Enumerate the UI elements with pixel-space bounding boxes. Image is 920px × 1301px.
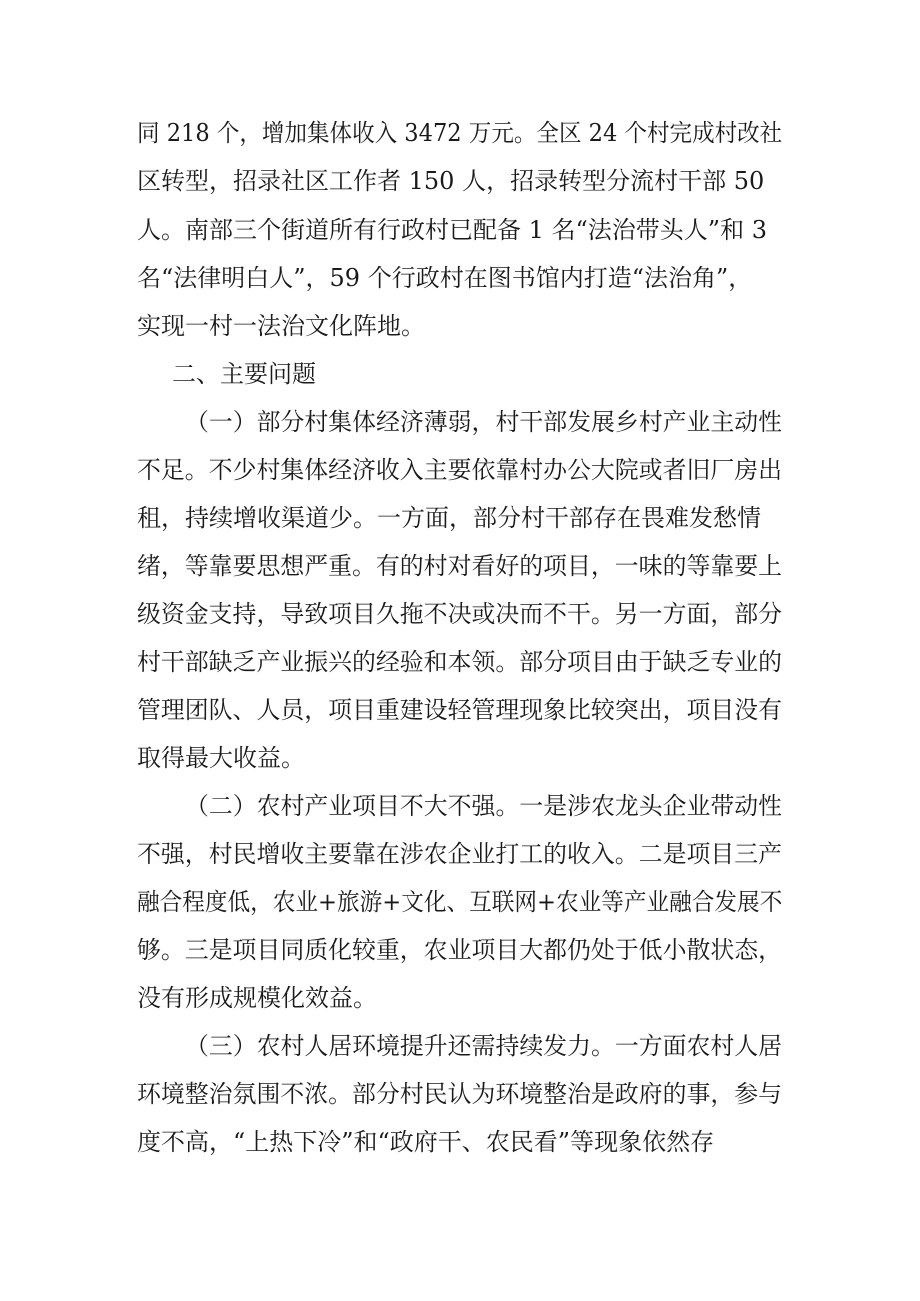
text-line: 度不高，“上热下冷”和“政府干、农民看”等现象依然存 xyxy=(137,1128,715,1156)
text-line: 村干部缺乏产业振兴的经验和本领。部分项目由于缺乏专业的 xyxy=(137,648,783,676)
text-line: 融合程度低，农业+旅游+文化、互联网+农业等产业融合发展不 xyxy=(137,888,783,916)
text-line: 没有形成规模化效益。 xyxy=(137,984,377,1012)
text-line: （二）农村产业项目不大不强。一是涉农龙头企业带动性 xyxy=(185,792,782,820)
text-line: 够。三是项目同质化较重，农业项目大都仍处于低小散状态， xyxy=(137,936,783,964)
text-line: 租，持续增收渠道少。一方面，部分村干部存在畏难发愁情 xyxy=(137,504,761,532)
text-line: 名“法律明白人”，59 个行政村在图书馆内打造“法治角”， xyxy=(137,264,753,292)
text-line: 取得最大收益。 xyxy=(137,744,305,772)
text-line: 环境整治氛围不浓。部分村民认为环境整治是政府的事，参与 xyxy=(137,1080,783,1108)
text-line: （一）部分村集体经济薄弱，村干部发展乡村产业主动性 xyxy=(185,408,782,436)
text-line: 管理团队、人员，项目重建设轻管理现象比较突出，项目没有 xyxy=(137,696,783,724)
text-line: 人。南部三个街道所有行政村已配备 1 名“法治带头人”和 3 xyxy=(137,216,767,244)
text-line: 不强，村民增收主要靠在涉农企业打工的收入。二是项目三产 xyxy=(137,840,783,868)
text-line: 不足。不少村集体经济收入主要依靠村办公大院或者旧厂房出 xyxy=(137,456,783,484)
text-line: 级资金支持，导致项目久拖不决或决而不干。另一方面，部分 xyxy=(137,600,783,628)
text-line: 绪，等靠要思想严重。有的村对看好的项目，一味的等靠要上 xyxy=(137,552,783,580)
text-line: （三）农村人居环境提升还需持续发力。一方面农村人居 xyxy=(185,1032,782,1060)
text-line: 实现一村一法治文化阵地。 xyxy=(137,312,425,340)
text-line: 同 218 个，增加集体收入 3472 万元。全区 24 个村完成村改社 xyxy=(137,119,783,147)
text-line: 区转型，招录社区工作者 150 人，招录转型分流村干部 50 xyxy=(137,167,765,195)
section-heading: 二、主要问题 xyxy=(172,360,316,388)
